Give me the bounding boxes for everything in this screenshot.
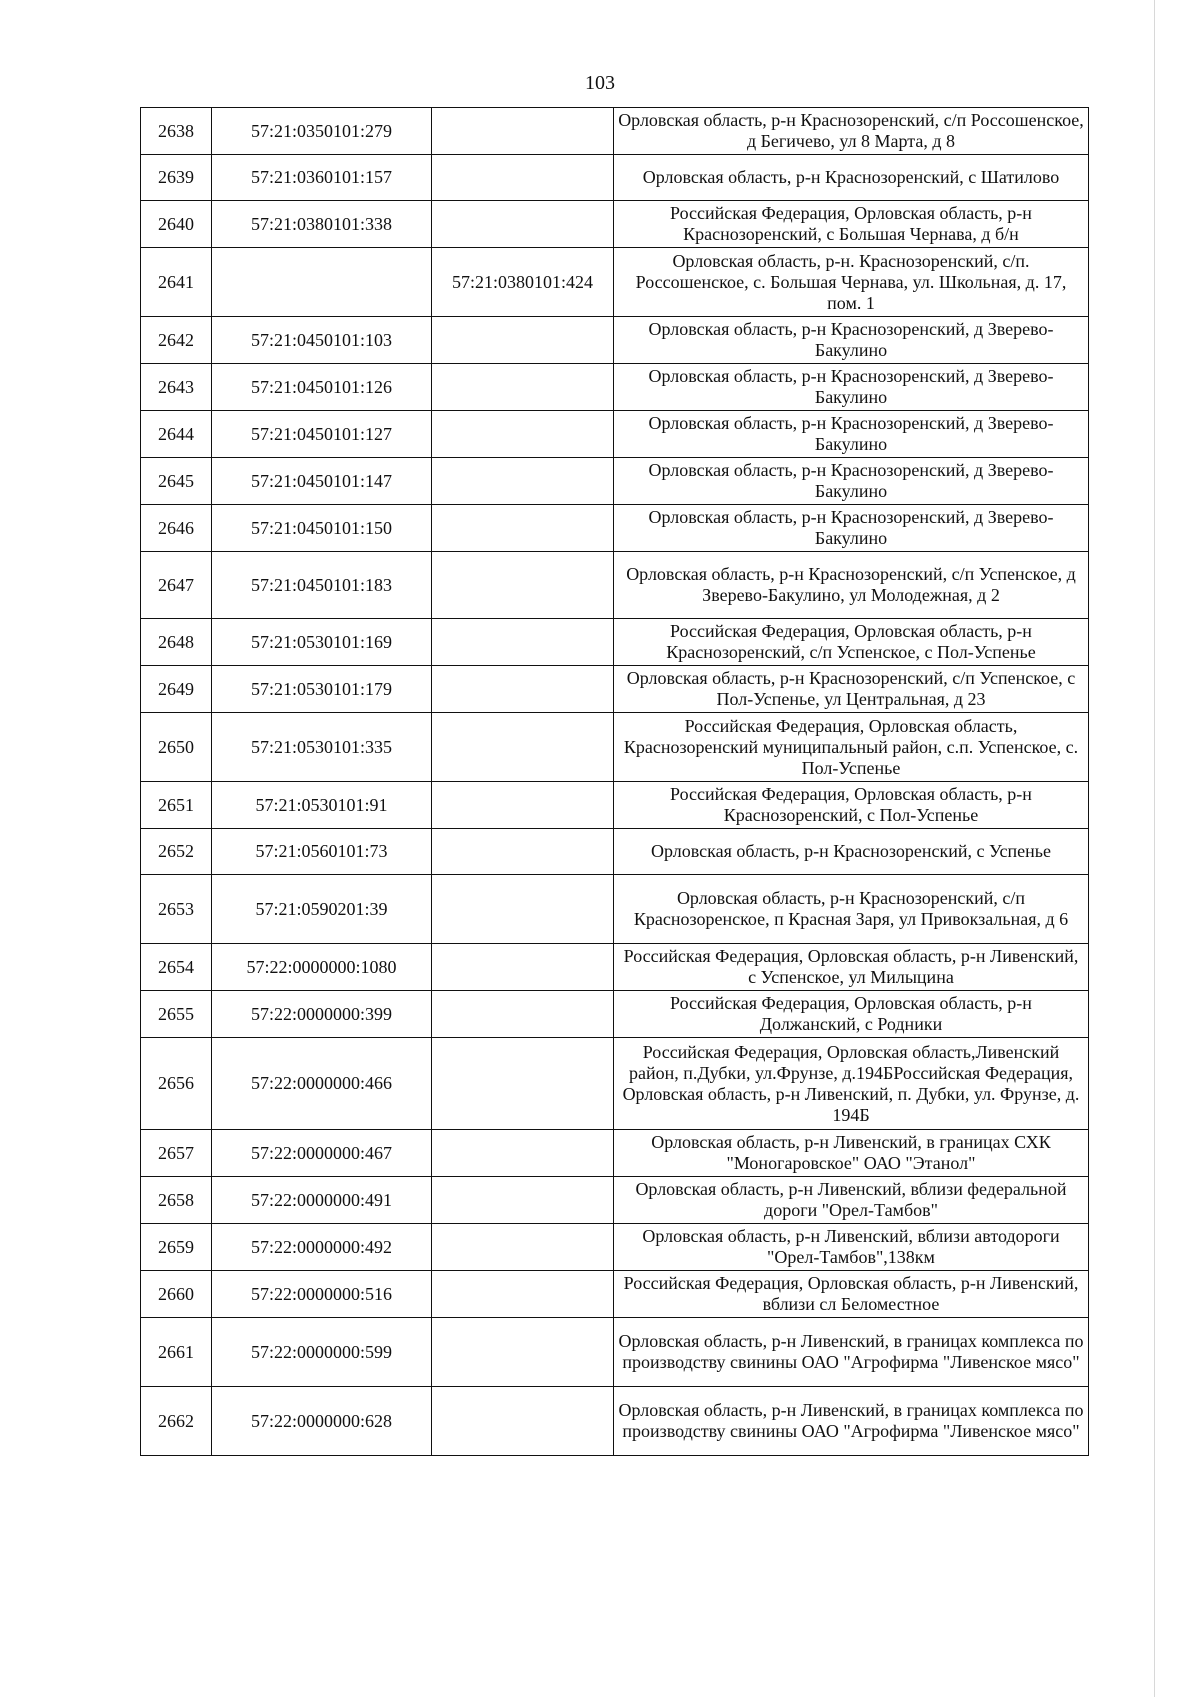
related-cadastral-number-cell bbox=[432, 1318, 614, 1387]
related-cadastral-number-cell bbox=[432, 411, 614, 458]
row-number-cell: 2648 bbox=[141, 619, 212, 666]
cadastral-number-cell bbox=[212, 248, 432, 317]
row-number-cell: 2662 bbox=[141, 1387, 212, 1456]
cadastral-number-cell: 57:21:0590201:39 bbox=[212, 875, 432, 944]
cadastral-number-cell: 57:22:0000000:491 bbox=[212, 1177, 432, 1224]
cadastral-number-cell: 57:22:0000000:628 bbox=[212, 1387, 432, 1456]
row-number-cell: 2638 bbox=[141, 108, 212, 155]
related-cadastral-number-cell bbox=[432, 552, 614, 619]
row-number-cell: 2649 bbox=[141, 666, 212, 713]
related-cadastral-number-cell bbox=[432, 944, 614, 991]
cadastral-number-cell: 57:21:0450101:127 bbox=[212, 411, 432, 458]
table-row bbox=[141, 1387, 1089, 1456]
registry-table bbox=[140, 107, 1089, 1456]
table-row bbox=[141, 1224, 1089, 1271]
cadastral-number-cell: 57:22:0000000:516 bbox=[212, 1271, 432, 1318]
cadastral-number-cell: 57:21:0530101:179 bbox=[212, 666, 432, 713]
row-number-cell: 2651 bbox=[141, 782, 212, 829]
cadastral-number-cell: 57:21:0450101:147 bbox=[212, 458, 432, 505]
cadastral-number-cell: 57:22:0000000:399 bbox=[212, 991, 432, 1038]
table-row bbox=[141, 411, 1089, 458]
address-cell: Российская Федерация, Орловская область, р-н Краснозоренский, с Большая Чернава, д б/н bbox=[614, 201, 1089, 248]
page-edge-line bbox=[1154, 0, 1155, 1697]
table-row bbox=[141, 1271, 1089, 1318]
row-number-cell: 2646 bbox=[141, 505, 212, 552]
address-cell: Орловская область, р-н Краснозоренский, д Зверево-Бакулино bbox=[614, 411, 1089, 458]
table-row bbox=[141, 458, 1089, 505]
related-cadastral-number-cell bbox=[432, 875, 614, 944]
row-number-cell: 2661 bbox=[141, 1318, 212, 1387]
address-cell: Российская Федерация, Орловская область,Ливенский район, п.Дубки, ул.Фрунзе, д.194БРоссийская Федерация, Орловская область, р-н Ливенский, п. Дубки, ул. Фрунзе, д. 194Б bbox=[614, 1038, 1089, 1130]
row-number-cell: 2656 bbox=[141, 1038, 212, 1130]
row-number-cell: 2639 bbox=[141, 155, 212, 201]
address-cell: Орловская область, р-н Ливенский, в границах комплекса по производству свинины ОАО "Агрофирма "Ливенское мясо" bbox=[614, 1318, 1089, 1387]
row-number-cell: 2642 bbox=[141, 317, 212, 364]
related-cadastral-number-cell bbox=[432, 1130, 614, 1177]
related-cadastral-number-cell bbox=[432, 829, 614, 875]
related-cadastral-number-cell bbox=[432, 1224, 614, 1271]
row-number-cell: 2660 bbox=[141, 1271, 212, 1318]
related-cadastral-number-cell bbox=[432, 458, 614, 505]
address-cell: Орловская область, р-н Краснозоренский, д Зверево-Бакулино bbox=[614, 458, 1089, 505]
table-row bbox=[141, 1038, 1089, 1130]
related-cadastral-number-cell bbox=[432, 108, 614, 155]
cadastral-number-cell: 57:21:0530101:169 bbox=[212, 619, 432, 666]
row-number-cell: 2654 bbox=[141, 944, 212, 991]
cadastral-number-cell: 57:21:0450101:150 bbox=[212, 505, 432, 552]
row-number-cell: 2647 bbox=[141, 552, 212, 619]
table-row bbox=[141, 713, 1089, 782]
address-cell: Российская Федерация, Орловская область, Краснозоренский муниципальный район, с.п. Успенское, с. Пол-Успенье bbox=[614, 713, 1089, 782]
table-row bbox=[141, 619, 1089, 666]
address-cell: Орловская область, р-н Краснозоренский, с/п Краснозоренское, п Красная Заря, ул Привокзальная, д 6 bbox=[614, 875, 1089, 944]
cadastral-number-cell: 57:22:0000000:467 bbox=[212, 1130, 432, 1177]
address-cell: Орловская область, р-н Краснозоренский, с/п Успенское, с Пол-Успенье, ул Центральная, д 23 bbox=[614, 666, 1089, 713]
table-row bbox=[141, 1318, 1089, 1387]
address-cell: Орловская область, р-н Ливенский, в границах СХК "Моногаровское" ОАО "Этанол" bbox=[614, 1130, 1089, 1177]
related-cadastral-number-cell bbox=[432, 201, 614, 248]
table-row bbox=[141, 829, 1089, 875]
table-row bbox=[141, 991, 1089, 1038]
cadastral-number-cell: 57:21:0450101:126 bbox=[212, 364, 432, 411]
table-row bbox=[141, 364, 1089, 411]
related-cadastral-number-cell bbox=[432, 991, 614, 1038]
row-number-cell: 2643 bbox=[141, 364, 212, 411]
related-cadastral-number-cell bbox=[432, 713, 614, 782]
cadastral-number-cell: 57:21:0530101:335 bbox=[212, 713, 432, 782]
cadastral-number-cell: 57:21:0450101:183 bbox=[212, 552, 432, 619]
table-row bbox=[141, 155, 1089, 201]
table-row bbox=[141, 944, 1089, 991]
related-cadastral-number-cell bbox=[432, 619, 614, 666]
cadastral-number-cell: 57:22:0000000:1080 bbox=[212, 944, 432, 991]
cadastral-number-cell: 57:22:0000000:599 bbox=[212, 1318, 432, 1387]
address-cell: Российская Федерация, Орловская область, р-н Ливенский, вблизи сл Беломестное bbox=[614, 1271, 1089, 1318]
address-cell: Орловская область, р-н. Краснозоренский, с/п. Россошенское, с. Большая Чернава, ул. Школьная, д. 17, пом. 1 bbox=[614, 248, 1089, 317]
address-cell: Российская Федерация, Орловская область, р-н Краснозоренский, с Пол-Успенье bbox=[614, 782, 1089, 829]
row-number-cell: 2641 bbox=[141, 248, 212, 317]
address-cell: Орловская область, р-н Краснозоренский, д Зверево-Бакулино bbox=[614, 505, 1089, 552]
row-number-cell: 2658 bbox=[141, 1177, 212, 1224]
cadastral-number-cell: 57:21:0450101:103 bbox=[212, 317, 432, 364]
address-cell: Российская Федерация, Орловская область, р-н Краснозоренский, с/п Успенское, с Пол-Успенье bbox=[614, 619, 1089, 666]
cadastral-number-cell: 57:21:0560101:73 bbox=[212, 829, 432, 875]
related-cadastral-number-cell bbox=[432, 1387, 614, 1456]
address-cell: Орловская область, р-н Ливенский, вблизи автодороги "Орел-Тамбов",138км bbox=[614, 1224, 1089, 1271]
address-cell: Орловская область, р-н Краснозоренский, д Зверево-Бакулино bbox=[614, 317, 1089, 364]
cadastral-number-cell: 57:21:0350101:279 bbox=[212, 108, 432, 155]
related-cadastral-number-cell: 57:21:0380101:424 bbox=[432, 248, 614, 317]
table-row bbox=[141, 317, 1089, 364]
address-cell: Орловская область, р-н Краснозоренский, с Успенье bbox=[614, 829, 1089, 875]
page-number: 103 bbox=[585, 72, 615, 94]
table-row bbox=[141, 201, 1089, 248]
row-number-cell: 2652 bbox=[141, 829, 212, 875]
row-number-cell: 2659 bbox=[141, 1224, 212, 1271]
cadastral-number-cell: 57:21:0360101:157 bbox=[212, 155, 432, 201]
table-row bbox=[141, 552, 1089, 619]
table-row bbox=[141, 1130, 1089, 1177]
related-cadastral-number-cell bbox=[432, 505, 614, 552]
cadastral-number-cell: 57:21:0530101:91 bbox=[212, 782, 432, 829]
address-cell: Орловская область, р-н Краснозоренский, д Зверево-Бакулино bbox=[614, 364, 1089, 411]
table-row bbox=[141, 875, 1089, 944]
related-cadastral-number-cell bbox=[432, 317, 614, 364]
row-number-cell: 2644 bbox=[141, 411, 212, 458]
registry-table-body bbox=[141, 108, 1089, 1456]
row-number-cell: 2655 bbox=[141, 991, 212, 1038]
address-cell: Орловская область, р-н Краснозоренский, с/п Успенское, д Зверево-Бакулино, ул Молодежная, д 2 bbox=[614, 552, 1089, 619]
related-cadastral-number-cell bbox=[432, 364, 614, 411]
address-cell: Российская Федерация, Орловская область, р-н Должанский, с Родники bbox=[614, 991, 1089, 1038]
row-number-cell: 2650 bbox=[141, 713, 212, 782]
cadastral-number-cell: 57:22:0000000:466 bbox=[212, 1038, 432, 1130]
table-row bbox=[141, 1177, 1089, 1224]
table-row bbox=[141, 505, 1089, 552]
address-cell: Орловская область, р-н Краснозоренский, с/п Россошенское, д Бегичево, ул 8 Марта, д 8 bbox=[614, 108, 1089, 155]
cadastral-number-cell: 57:22:0000000:492 bbox=[212, 1224, 432, 1271]
table-row bbox=[141, 248, 1089, 317]
table-row bbox=[141, 666, 1089, 713]
row-number-cell: 2653 bbox=[141, 875, 212, 944]
table-row bbox=[141, 108, 1089, 155]
related-cadastral-number-cell bbox=[432, 1038, 614, 1130]
related-cadastral-number-cell bbox=[432, 155, 614, 201]
related-cadastral-number-cell bbox=[432, 782, 614, 829]
related-cadastral-number-cell bbox=[432, 666, 614, 713]
address-cell: Орловская область, р-н Краснозоренский, с Шатилово bbox=[614, 155, 1089, 201]
address-cell: Орловская область, р-н Ливенский, вблизи федеральной дороги "Орел-Тамбов" bbox=[614, 1177, 1089, 1224]
related-cadastral-number-cell bbox=[432, 1177, 614, 1224]
address-cell: Российская Федерация, Орловская область, р-н Ливенский, с Успенское, ул Милыцина bbox=[614, 944, 1089, 991]
row-number-cell: 2640 bbox=[141, 201, 212, 248]
address-cell: Орловская область, р-н Ливенский, в границах комплекса по производству свинины ОАО "Агрофирма "Ливенское мясо" bbox=[614, 1387, 1089, 1456]
row-number-cell: 2657 bbox=[141, 1130, 212, 1177]
related-cadastral-number-cell bbox=[432, 1271, 614, 1318]
table-row bbox=[141, 782, 1089, 829]
cadastral-number-cell: 57:21:0380101:338 bbox=[212, 201, 432, 248]
row-number-cell: 2645 bbox=[141, 458, 212, 505]
